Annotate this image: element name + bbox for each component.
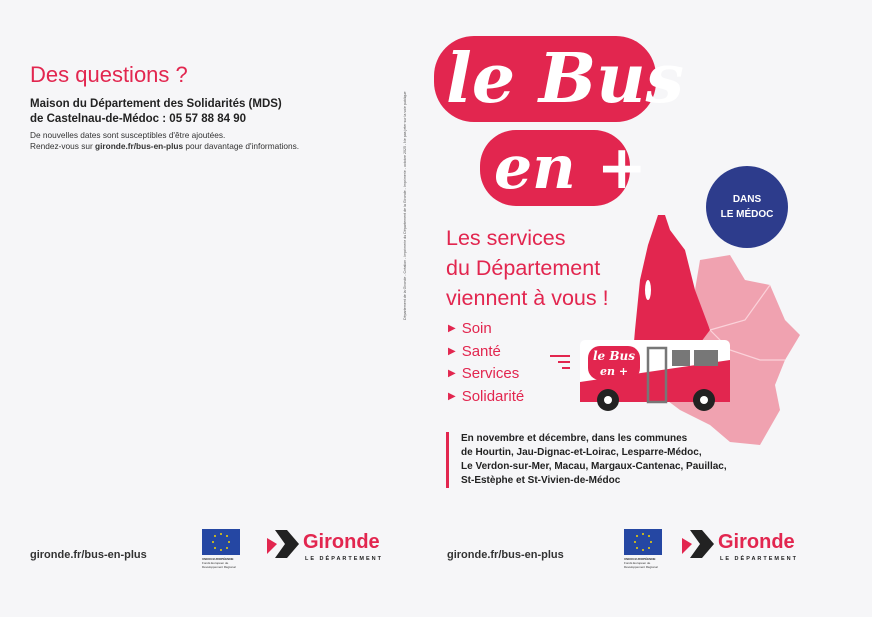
logo-line2: en + bbox=[494, 133, 647, 203]
mds-phone: de Castelnau-de-Médoc : 05 57 88 84 90 bbox=[30, 113, 247, 125]
service-label: Solidarité bbox=[461, 387, 525, 405]
communes-line: St-Estèphe et St-Vivien-de-Médoc bbox=[461, 475, 621, 486]
communes-line: En novembre et décembre, dans les communes bbox=[461, 433, 688, 444]
headline-line: viennent à vous ! bbox=[446, 286, 609, 310]
triangle-icon: ▶ bbox=[448, 345, 456, 357]
triangle-icon: ▶ bbox=[448, 368, 456, 379]
gironde-wordmark: Gironde bbox=[718, 531, 795, 553]
gironde-subtitle: LE DÉPARTEMENT bbox=[720, 556, 799, 562]
list-item bbox=[448, 341, 524, 364]
legal-mention: Département de la Gironde - Création - Imprimerie du Département de la Gironde - Imprimerie - octobre 2025 - Ne pas jeter sur la voie publique bbox=[403, 91, 407, 320]
service-label: Soin bbox=[461, 320, 492, 337]
headline-line: du Département bbox=[446, 256, 601, 280]
communes-line: Le Verdon-sur-Mer, Macau, Margaux-Cantenac, Pauillac, bbox=[461, 461, 727, 472]
eu-subtitle: Fonds Européen de Développement Régional bbox=[624, 561, 658, 569]
badge-line1: DANS bbox=[732, 194, 762, 205]
triangle-icon: ▶ bbox=[448, 390, 456, 402]
service-label: Santé bbox=[461, 342, 501, 360]
eu-subtitle: Fonds Européen de Développement Régional bbox=[202, 561, 236, 569]
eu-flag-icon bbox=[624, 529, 662, 555]
communes-block bbox=[446, 432, 727, 488]
headline bbox=[446, 223, 609, 313]
services-list bbox=[448, 318, 524, 408]
list-item bbox=[448, 363, 524, 386]
questions-title: Des questions ? bbox=[30, 62, 188, 87]
gironde-logo bbox=[265, 528, 395, 564]
new-dates-note: De nouvelles dates sont susceptibles d'être ajoutées. bbox=[30, 130, 226, 140]
eu-flag-icon bbox=[202, 529, 240, 555]
headline-line: Les services bbox=[446, 226, 566, 250]
eu-label bbox=[202, 557, 246, 569]
badge-line2: LE MÉDOC bbox=[720, 209, 774, 220]
info-note bbox=[30, 141, 299, 151]
bus-illustration bbox=[548, 330, 733, 415]
gironde-subtitle: LE DÉPARTEMENT bbox=[305, 556, 384, 562]
logo-line1: le Bus bbox=[446, 39, 684, 119]
eu-label bbox=[624, 557, 668, 569]
footer-url[interactable]: gironde.fr/bus-en-plus bbox=[30, 549, 147, 561]
gironde-logo bbox=[680, 528, 810, 564]
lake bbox=[645, 280, 651, 300]
info-note-pre: Rendez-vous sur bbox=[30, 141, 96, 151]
bus-en-plus-logo bbox=[430, 28, 684, 210]
list-item bbox=[448, 318, 524, 341]
list-item bbox=[448, 386, 524, 409]
info-note-post: pour davantage d'informations. bbox=[183, 141, 300, 151]
info-link[interactable]: gironde.fr/bus-en-plus bbox=[95, 141, 184, 151]
mds-name: Maison du Département des Solidarités (MDS) bbox=[30, 98, 282, 110]
bus-logo-line1: le Bus bbox=[593, 349, 635, 363]
bus-logo-line2: en + bbox=[600, 365, 629, 378]
communes-line: de Hourtin, Jau-Dignac-et-Loirac, Lesparre-Médoc, bbox=[461, 447, 702, 458]
speed-lines-icon bbox=[550, 356, 570, 368]
eu-title: UNION EUROPÉENNE bbox=[624, 557, 656, 561]
service-label: Services bbox=[461, 365, 520, 382]
triangle-icon: ▶ bbox=[448, 323, 456, 334]
eu-title: UNION EUROPÉENNE bbox=[202, 557, 234, 561]
footer-url-right[interactable]: gironde.fr/bus-en-plus bbox=[447, 549, 564, 561]
gironde-wordmark: Gironde bbox=[303, 531, 380, 553]
